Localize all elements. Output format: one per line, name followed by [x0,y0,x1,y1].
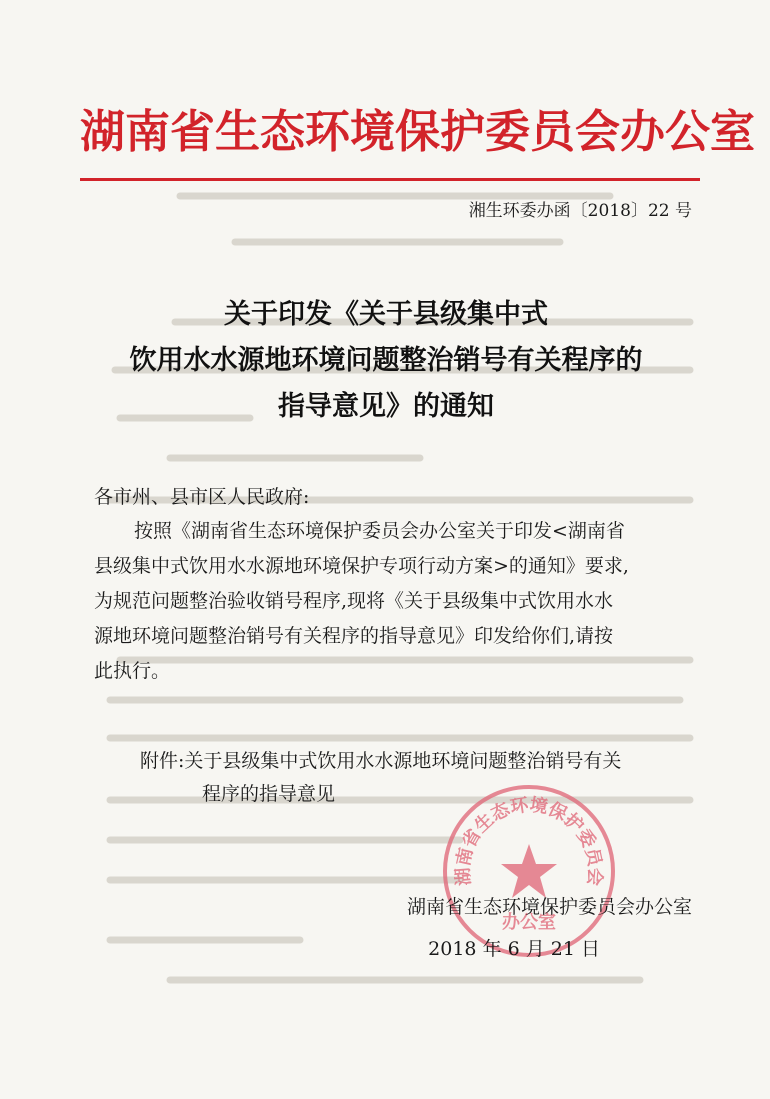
title-line-1: 关于印发《关于县级集中式 [224,299,548,330]
svg-text:湖南省生态环境保护委员会: 湖南省生态环境保护委员会 [452,794,606,887]
signing-organization: 湖南省生态环境保护委员会办公室 [406,896,692,918]
title-line-3: 指导意见》的通知 [278,391,494,422]
attachment-line-1: 附件:关于县级集中式饮用水水源地环境问题整治销号有关 [140,750,622,772]
header-divider [80,178,700,181]
body-line: 县级集中式饮用水水源地环境保护专项行动方案>的通知》要求, [94,555,629,577]
body-line: 为规范问题整治验收销号程序,现将《关于县级集中式饮用水水 [94,590,614,612]
signing-date: 2018 年 6 月 21 日 [428,938,600,960]
body-line: 此执行。 [94,660,171,682]
body-paragraph [94,514,694,689]
document-title [80,292,692,430]
addressee: 各市州、县市区人民政府: [94,486,310,508]
issuing-organization: 湖南省生态环境保护委员会办公室 [80,105,756,158]
body-line: 按照《湖南省生态环境保护委员会办公室关于印发<湖南省 [134,520,625,542]
document-number: 湘生环委办函〔2018〕22 号 [468,201,692,221]
title-line-2: 饮用水水源地环境问题整治销号有关程序的 [129,345,643,376]
attachment-line-2: 程序的指导意见 [202,783,336,805]
svg-text:办公室: 办公室 [502,912,556,933]
body-line: 源地环境问题整治销号有关程序的指导意见》印发给你们,请按 [94,625,614,647]
